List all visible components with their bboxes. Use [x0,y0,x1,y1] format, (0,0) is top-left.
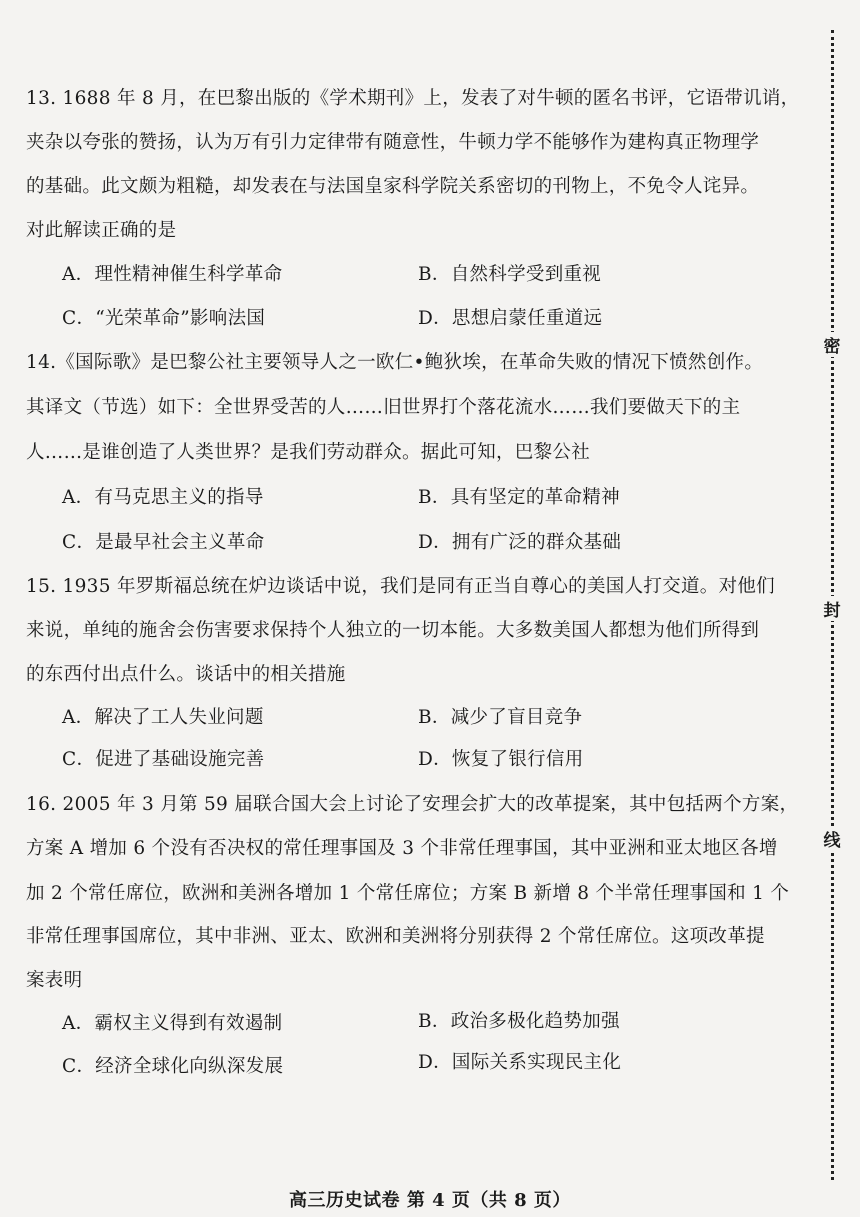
question-13-option-b: B．自然科学受到重视 [418,264,602,285]
question-15-option-c: C．促进了基础设施完善 [62,749,265,770]
question-15-option-a: A．解决了工人失业问题 [62,707,264,728]
seal-mark-feng: 封 [822,596,842,621]
page-footer: 高三历史试卷 第 4 页（共 8 页） [289,1190,571,1211]
question-16-option-a: A．霸权主义得到有效遏制 [62,1013,283,1034]
question-16-option-b: B．政治多极化趋势加强 [418,1011,620,1032]
question-15-line-2: 来说，单纯的施舍会伤害要求保持个人独立的一切本能。大多数美国人都想为他们所得到 [26,620,760,641]
seal-mark-mi: 密 [822,332,842,357]
question-15-option-d: D．恢复了银行信用 [418,749,584,770]
question-16-line-3: 加 2 个常任席位，欧洲和美洲各增加 1 个常任席位；方案 B 新增 8 个半常任理事国和 1 个 [26,883,790,904]
question-14-line-2: 其译文（节选）如下：全世界受苦的人……旧世界打个落花流水……我们要做天下的主 [26,397,741,418]
question-15-option-b: B．减少了盲目竞争 [418,707,583,728]
question-14-line-3: 人……是谁创造了人类世界？是我们劳动群众。据此可知，巴黎公社 [26,442,591,463]
question-16-option-d: D．国际关系实现民主化 [418,1052,622,1073]
question-13-option-a: A．理性精神催生科学革命 [62,264,283,285]
question-13-line-2: 夹杂以夸张的赞扬，认为万有引力定律带有随意性，牛顿力学不能够作为建构真正物理学 [26,132,760,153]
question-13-line-3: 的基础。此文颇为粗糙，却发表在与法国皇家科学院关系密切的刊物上，不免令人诧异。 [26,176,760,197]
seal-mark-xian: 线 [822,826,842,851]
question-14-line-1: 14.《国际歌》是巴黎公社主要领导人之一欧仁•鲍狄埃，在革命失败的情况下愤然创作。 [26,352,764,373]
binding-line [823,30,841,1180]
question-15-line-3: 的东西付出点什么。谈话中的相关措施 [26,664,346,685]
question-13-option-c: C．“光荣革命”影响法国 [62,308,266,329]
question-14-option-c: C．是最早社会主义革命 [62,532,265,553]
question-16-line-5: 案表明 [26,970,83,991]
question-16-option-c: C．经济全球化向纵深发展 [62,1056,284,1077]
question-13-line-4: 对此解读正确的是 [26,220,177,241]
question-14-option-b: B．具有坚定的革命精神 [418,487,620,508]
question-15-line-1: 15. 1935 年罗斯福总统在炉边谈话中说，我们是同有正当自尊心的美国人打交道。对他们 [26,576,775,597]
question-13-option-d: D．思想启蒙任重道远 [418,308,603,329]
question-16-line-2: 方案 A 增加 6 个没有否决权的常任理事国及 3 个非常任理事国，其中亚洲和亚太地区各增 [26,838,778,859]
question-14-option-a: A．有马克思主义的指导 [62,487,264,508]
question-16-line-1: 16. 2005 年 3 月第 59 届联合国大会上讨论了安理会扩大的改革提案，其中包括两个方案， [26,794,799,815]
question-16-line-4: 非常任理事国席位，其中非洲、亚太、欧洲和美洲将分别获得 2 个常任席位。这项改革提 [26,926,765,947]
question-14-option-d: D．拥有广泛的群众基础 [418,532,622,553]
question-13-line-1: 13. 1688 年 8 月，在巴黎出版的《学术期刊》上，发表了对牛顿的匿名书评，它语带讥诮， [26,88,800,109]
